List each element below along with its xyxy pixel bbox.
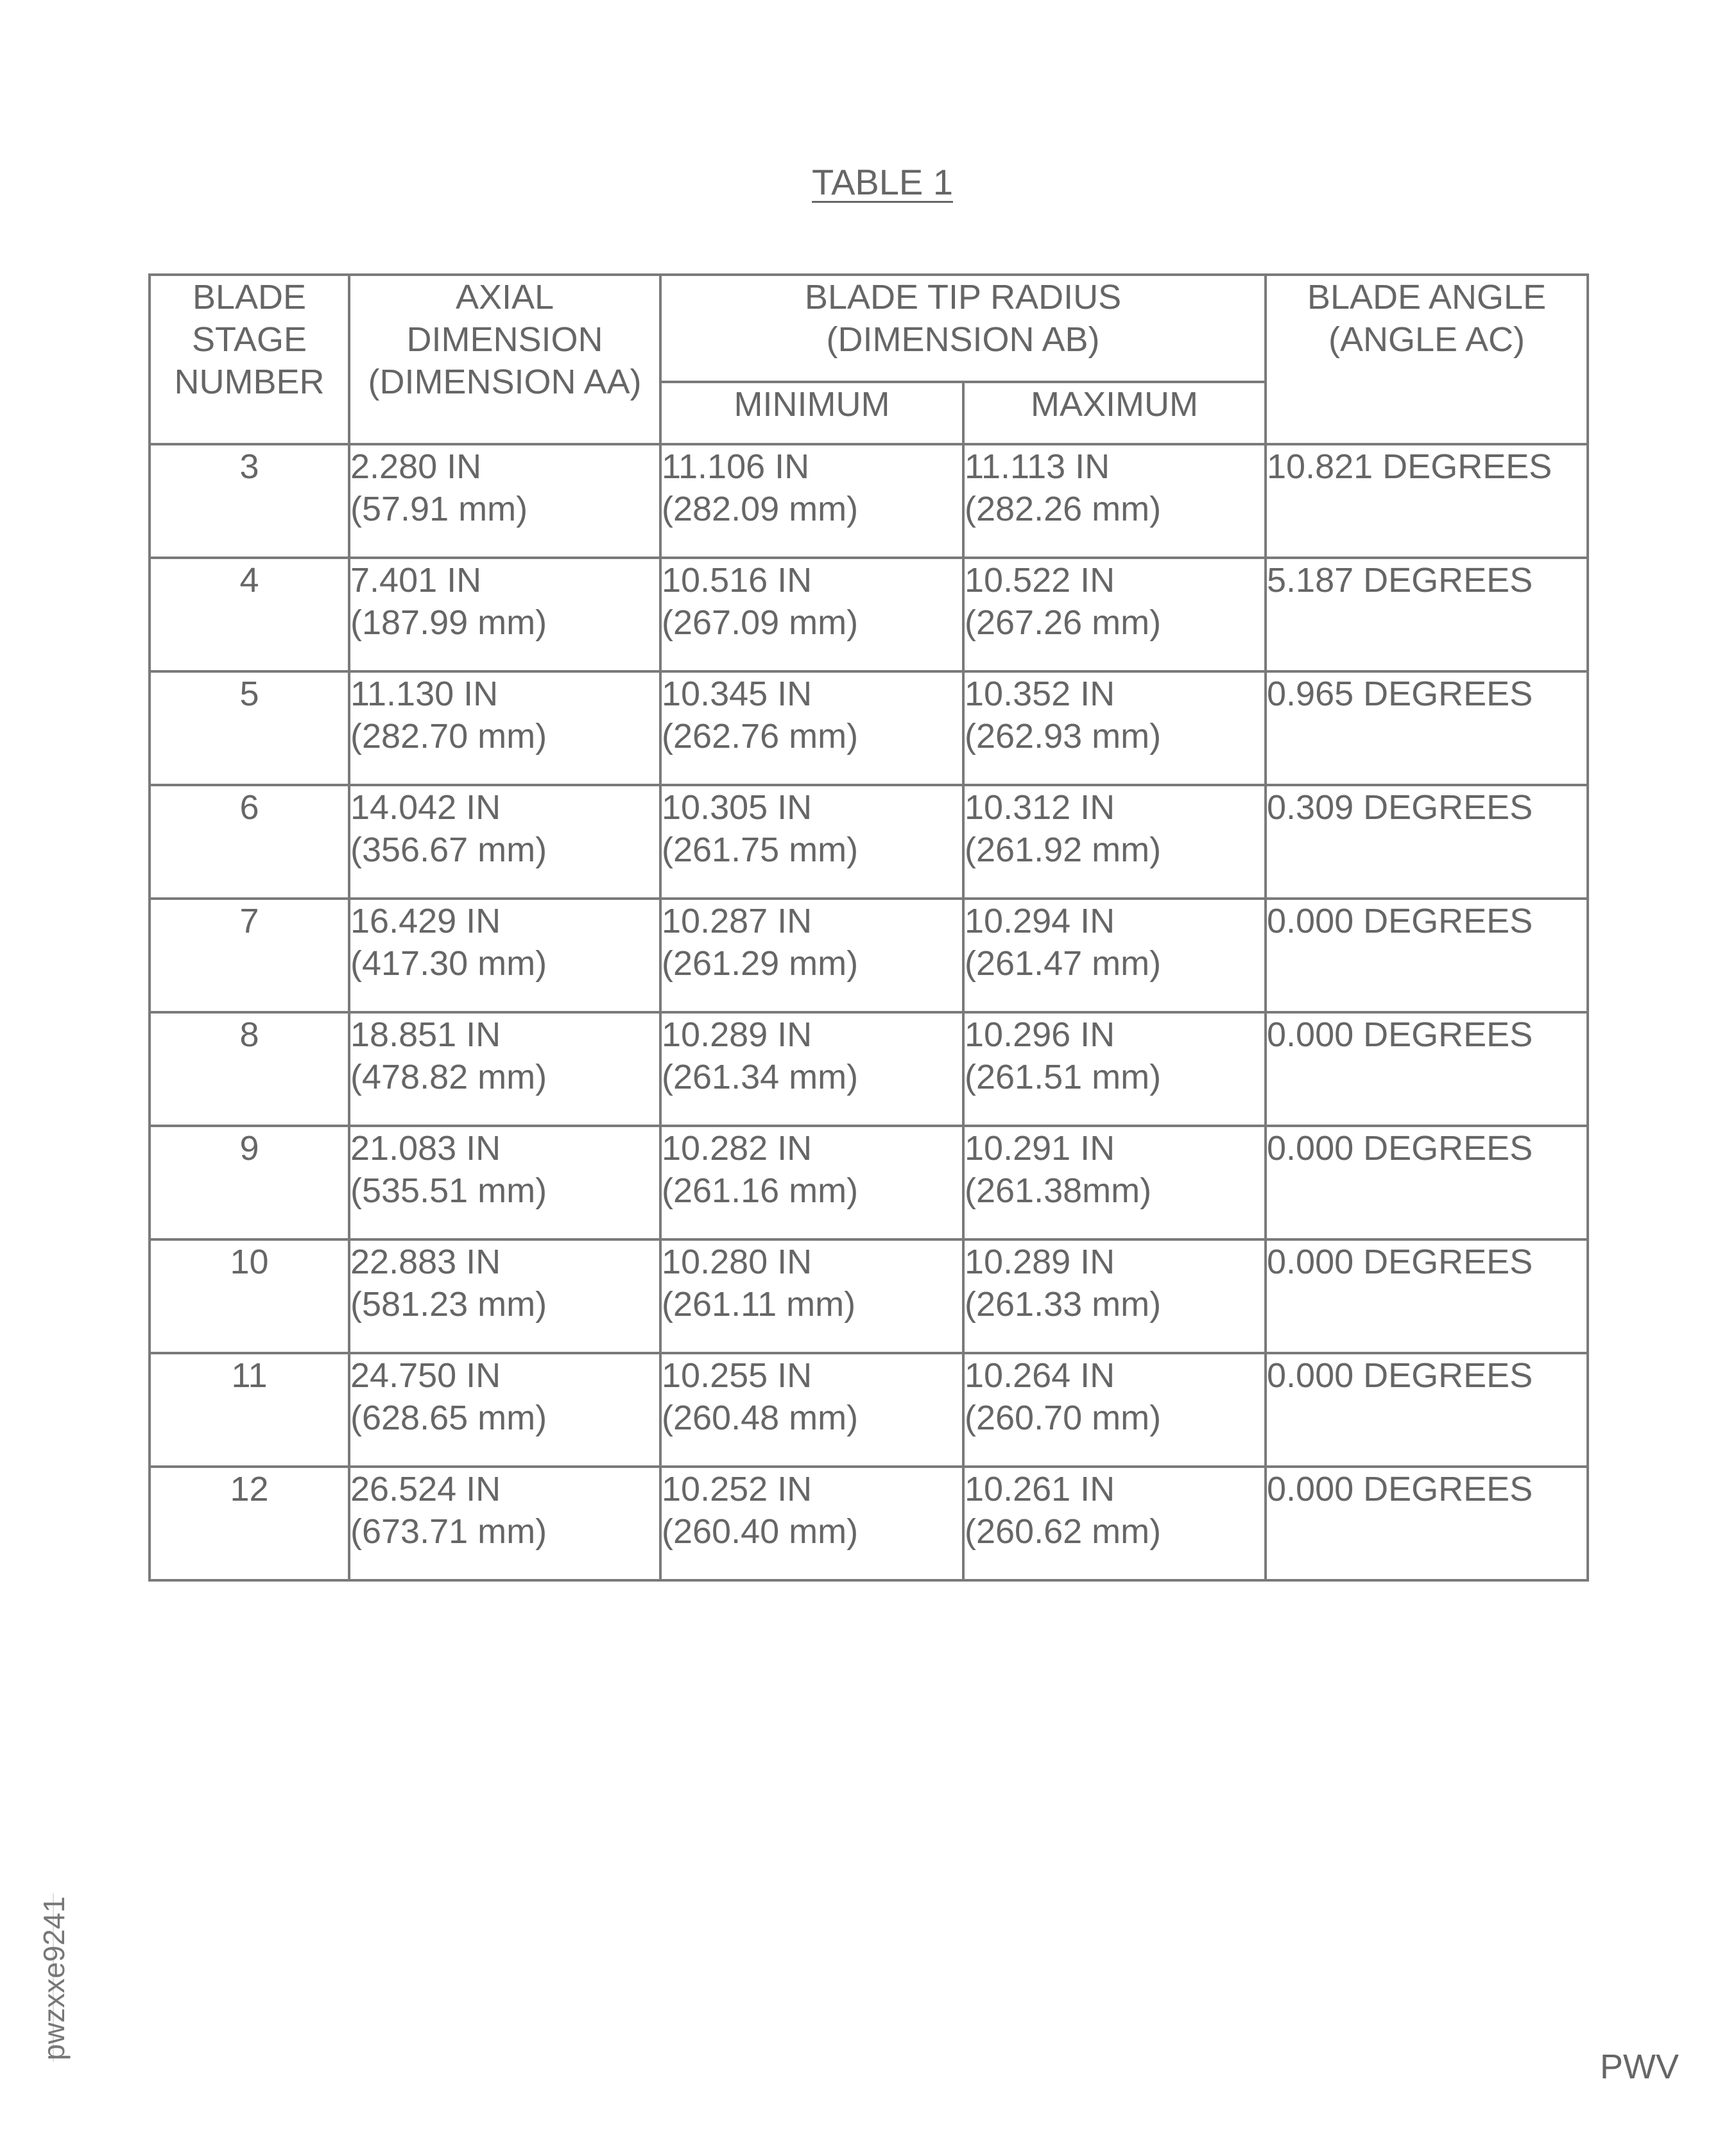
axial-dimension-cell xyxy=(349,1126,660,1239)
axial-dimension-cell-text: 22.883 IN xyxy=(350,1243,501,1281)
table-row xyxy=(150,671,1588,785)
corner-code: PWV xyxy=(1600,2048,1680,2086)
axial-dimension-cell-text: (673.71 mm) xyxy=(350,1512,547,1551)
stage-number-cell xyxy=(150,785,349,899)
header-text: (ANGLE AC) xyxy=(1328,320,1525,359)
radius-maximum-cell-text: 10.352 IN xyxy=(965,675,1115,713)
blade-angle-cell-text: 10.821 DEGREES xyxy=(1267,447,1552,486)
radius-maximum-cell-text: 10.291 IN xyxy=(965,1129,1115,1168)
blade-angle-cell-text: 0.000 DEGREES xyxy=(1267,1015,1533,1054)
radius-minimum-cell xyxy=(660,1126,963,1239)
header-text: BLADE TIP RADIUS xyxy=(804,278,1122,316)
stage-number-cell-text: 12 xyxy=(230,1470,269,1508)
axial-dimension-cell-text: 7.401 IN xyxy=(350,561,482,600)
header-text: AXIAL xyxy=(455,278,554,316)
radius-minimum-cell-text: 10.289 IN xyxy=(662,1015,812,1054)
radius-minimum-cell-text: (261.11 mm) xyxy=(662,1285,856,1324)
table-row xyxy=(150,558,1588,671)
blade-angle-cell xyxy=(1266,1467,1588,1580)
axial-dimension-cell-text: 18.851 IN xyxy=(350,1015,501,1054)
radius-minimum-cell-text: (262.76 mm) xyxy=(662,717,859,755)
radius-minimum-cell-text: (267.09 mm) xyxy=(662,603,859,642)
axial-dimension-cell xyxy=(349,1239,660,1353)
header-text: BLADE ANGLE xyxy=(1307,278,1547,316)
axial-dimension-cell-text: (581.23 mm) xyxy=(350,1285,547,1324)
radius-minimum-cell-text: 10.516 IN xyxy=(662,561,812,600)
radius-maximum-cell-text: (282.26 mm) xyxy=(965,490,1162,528)
stage-number-cell xyxy=(150,1239,349,1353)
header-maximum: MAXIMUM xyxy=(963,382,1266,444)
blade-angle-cell xyxy=(1266,1239,1588,1353)
radius-maximum-cell-text: (261.33 mm) xyxy=(965,1285,1162,1324)
blade-angle-cell xyxy=(1266,444,1588,558)
stage-number-cell xyxy=(150,1467,349,1580)
radius-minimum-cell-text: (261.75 mm) xyxy=(662,831,859,869)
radius-minimum-cell-text: 10.305 IN xyxy=(662,788,812,827)
axial-dimension-cell-text: (282.70 mm) xyxy=(350,717,547,755)
axial-dimension-cell xyxy=(349,1353,660,1467)
radius-minimum-cell-text: (260.40 mm) xyxy=(662,1512,859,1551)
radius-minimum-cell-text: 10.287 IN xyxy=(662,902,812,940)
radius-maximum-cell-text: (261.38mm) xyxy=(965,1171,1152,1210)
axial-dimension-cell xyxy=(349,1012,660,1126)
blade-angle-cell xyxy=(1266,558,1588,671)
radius-maximum-cell xyxy=(963,785,1266,899)
radius-maximum-cell xyxy=(963,671,1266,785)
axial-dimension-cell-text: 11.130 IN xyxy=(350,675,499,713)
radius-maximum-cell-text: 10.296 IN xyxy=(965,1015,1115,1054)
stage-number-cell-text: 8 xyxy=(239,1015,259,1054)
table-row xyxy=(150,899,1588,1012)
radius-maximum-cell xyxy=(963,444,1266,558)
table-row xyxy=(150,1126,1588,1239)
axial-dimension-cell-text: 26.524 IN xyxy=(350,1470,501,1508)
stage-number-cell-text: 6 xyxy=(239,788,259,827)
radius-minimum-cell xyxy=(660,1467,963,1580)
radius-minimum-cell xyxy=(660,671,963,785)
blade-angle-cell-text: 0.000 DEGREES xyxy=(1267,1243,1533,1281)
radius-minimum-cell-text: 10.282 IN xyxy=(662,1129,812,1168)
radius-minimum-cell-text: (261.16 mm) xyxy=(662,1171,859,1210)
axial-dimension-cell-text: (417.30 mm) xyxy=(350,944,547,983)
radius-minimum-cell-text: (261.34 mm) xyxy=(662,1058,859,1096)
axial-dimension-cell-text: (628.65 mm) xyxy=(350,1399,547,1437)
table-row xyxy=(150,1012,1588,1126)
table-row xyxy=(150,444,1588,558)
header-blade-stage-number xyxy=(150,275,349,444)
axial-dimension-cell-text: 14.042 IN xyxy=(350,788,501,827)
blade-angle-cell-text: 0.000 DEGREES xyxy=(1267,1470,1533,1508)
radius-minimum-cell-text: 10.255 IN xyxy=(662,1356,812,1395)
header-minimum: MINIMUM xyxy=(660,382,963,444)
axial-dimension-cell-text: 24.750 IN xyxy=(350,1356,501,1395)
radius-maximum-cell-text: 10.294 IN xyxy=(965,902,1115,940)
stage-number-cell-text: 10 xyxy=(230,1243,269,1281)
radius-maximum-cell-text: (261.47 mm) xyxy=(965,944,1162,983)
stage-number-cell xyxy=(150,444,349,558)
axial-dimension-cell-text: (187.99 mm) xyxy=(350,603,547,642)
radius-maximum-cell-text: 10.289 IN xyxy=(965,1243,1115,1281)
header-axial-dimension xyxy=(349,275,660,444)
header-blade-tip-radius xyxy=(660,275,1266,382)
document-id: pwzxxe9241 xyxy=(37,1896,71,2060)
blade-angle-cell xyxy=(1266,1353,1588,1467)
radius-minimum-cell-text: 10.280 IN xyxy=(662,1243,812,1281)
table-body xyxy=(150,444,1588,1580)
stage-number-cell-text: 4 xyxy=(239,561,259,600)
blade-angle-cell-text: 0.000 DEGREES xyxy=(1267,902,1533,940)
axial-dimension-cell-text: (57.91 mm) xyxy=(350,490,528,528)
radius-maximum-cell-text: (262.93 mm) xyxy=(965,717,1162,755)
axial-dimension-cell xyxy=(349,558,660,671)
stage-number-cell xyxy=(150,558,349,671)
radius-maximum-cell xyxy=(963,1012,1266,1126)
axial-dimension-cell-text: 2.280 IN xyxy=(350,447,482,486)
radius-maximum-cell xyxy=(963,1353,1266,1467)
blade-angle-cell-text: 5.187 DEGREES xyxy=(1267,561,1533,600)
axial-dimension-cell xyxy=(349,444,660,558)
stage-number-cell xyxy=(150,1126,349,1239)
blade-dimension-table xyxy=(148,273,1589,1582)
radius-maximum-cell-text: 11.113 IN xyxy=(965,447,1110,486)
stage-number-cell-text: 11 xyxy=(231,1356,268,1395)
radius-maximum-cell-text: 10.312 IN xyxy=(965,788,1115,827)
blade-angle-cell-text: 0.000 DEGREES xyxy=(1267,1129,1533,1168)
header-row xyxy=(150,275,1588,382)
blade-angle-cell xyxy=(1266,1012,1588,1126)
radius-minimum-cell xyxy=(660,785,963,899)
header-text: (DIMENSION AB) xyxy=(826,320,1100,359)
radius-maximum-cell-text: 10.522 IN xyxy=(965,561,1115,600)
axial-dimension-cell xyxy=(349,671,660,785)
blade-angle-cell xyxy=(1266,671,1588,785)
table-row xyxy=(150,1467,1588,1580)
table-row xyxy=(150,1239,1588,1353)
radius-maximum-cell-text: (260.62 mm) xyxy=(965,1512,1162,1551)
radius-minimum-cell xyxy=(660,444,963,558)
header-text: NUMBER xyxy=(174,363,325,401)
stage-number-cell xyxy=(150,899,349,1012)
table-row xyxy=(150,1353,1588,1467)
axial-dimension-cell-text: (535.51 mm) xyxy=(350,1171,547,1210)
radius-minimum-cell xyxy=(660,1239,963,1353)
radius-minimum-cell-text: (261.29 mm) xyxy=(662,944,859,983)
blade-angle-cell-text: 0.000 DEGREES xyxy=(1267,1356,1533,1395)
stage-number-cell xyxy=(150,671,349,785)
stage-number-cell-text: 3 xyxy=(239,447,259,486)
header-blade-angle xyxy=(1266,275,1588,444)
blade-angle-cell xyxy=(1266,899,1588,1012)
radius-minimum-cell xyxy=(660,1353,963,1467)
blade-angle-cell xyxy=(1266,785,1588,899)
radius-maximum-cell xyxy=(963,1239,1266,1353)
axial-dimension-cell-text: (356.67 mm) xyxy=(350,831,547,869)
stage-number-cell xyxy=(150,1353,349,1467)
radius-maximum-cell xyxy=(963,899,1266,1012)
stage-number-cell-text: 7 xyxy=(239,902,259,940)
axial-dimension-cell-text: (478.82 mm) xyxy=(350,1058,547,1096)
radius-maximum-cell xyxy=(963,1126,1266,1239)
radius-minimum-cell-text: (282.09 mm) xyxy=(662,490,859,528)
radius-maximum-cell-text: (261.51 mm) xyxy=(965,1058,1162,1096)
header-text: DIMENSION xyxy=(406,320,603,359)
table-row xyxy=(150,785,1588,899)
radius-minimum-cell-text: 11.106 IN xyxy=(662,447,810,486)
stage-number-cell-text: 9 xyxy=(239,1129,259,1168)
radius-minimum-cell-text: 10.345 IN xyxy=(662,675,812,713)
blade-angle-cell xyxy=(1266,1126,1588,1239)
table-title: TABLE 1 xyxy=(812,162,953,202)
radius-maximum-cell xyxy=(963,1467,1266,1580)
radius-maximum-cell-text: 10.264 IN xyxy=(965,1356,1115,1395)
radius-maximum-cell-text: (260.70 mm) xyxy=(965,1399,1162,1437)
radius-maximum-cell-text: (261.92 mm) xyxy=(965,831,1162,869)
radius-minimum-cell-text: 10.252 IN xyxy=(662,1470,812,1508)
stage-number-cell-text: 5 xyxy=(239,675,259,713)
axial-dimension-cell-text: 16.429 IN xyxy=(350,902,501,940)
header-text: STAGE xyxy=(191,320,307,359)
radius-minimum-cell-text: (260.48 mm) xyxy=(662,1399,859,1437)
radius-minimum-cell xyxy=(660,899,963,1012)
header-text: (DIMENSION AA) xyxy=(368,363,642,401)
header-text: BLADE xyxy=(192,278,307,316)
radius-minimum-cell xyxy=(660,1012,963,1126)
blade-angle-cell-text: 0.965 DEGREES xyxy=(1267,675,1533,713)
radius-maximum-cell xyxy=(963,558,1266,671)
blade-angle-cell-text: 0.309 DEGREES xyxy=(1267,788,1533,827)
radius-maximum-cell-text: (267.26 mm) xyxy=(965,603,1162,642)
radius-minimum-cell xyxy=(660,558,963,671)
axial-dimension-cell xyxy=(349,785,660,899)
axial-dimension-cell xyxy=(349,899,660,1012)
radius-maximum-cell-text: 10.261 IN xyxy=(965,1470,1115,1508)
axial-dimension-cell-text: 21.083 IN xyxy=(350,1129,501,1168)
stage-number-cell xyxy=(150,1012,349,1126)
axial-dimension-cell xyxy=(349,1467,660,1580)
